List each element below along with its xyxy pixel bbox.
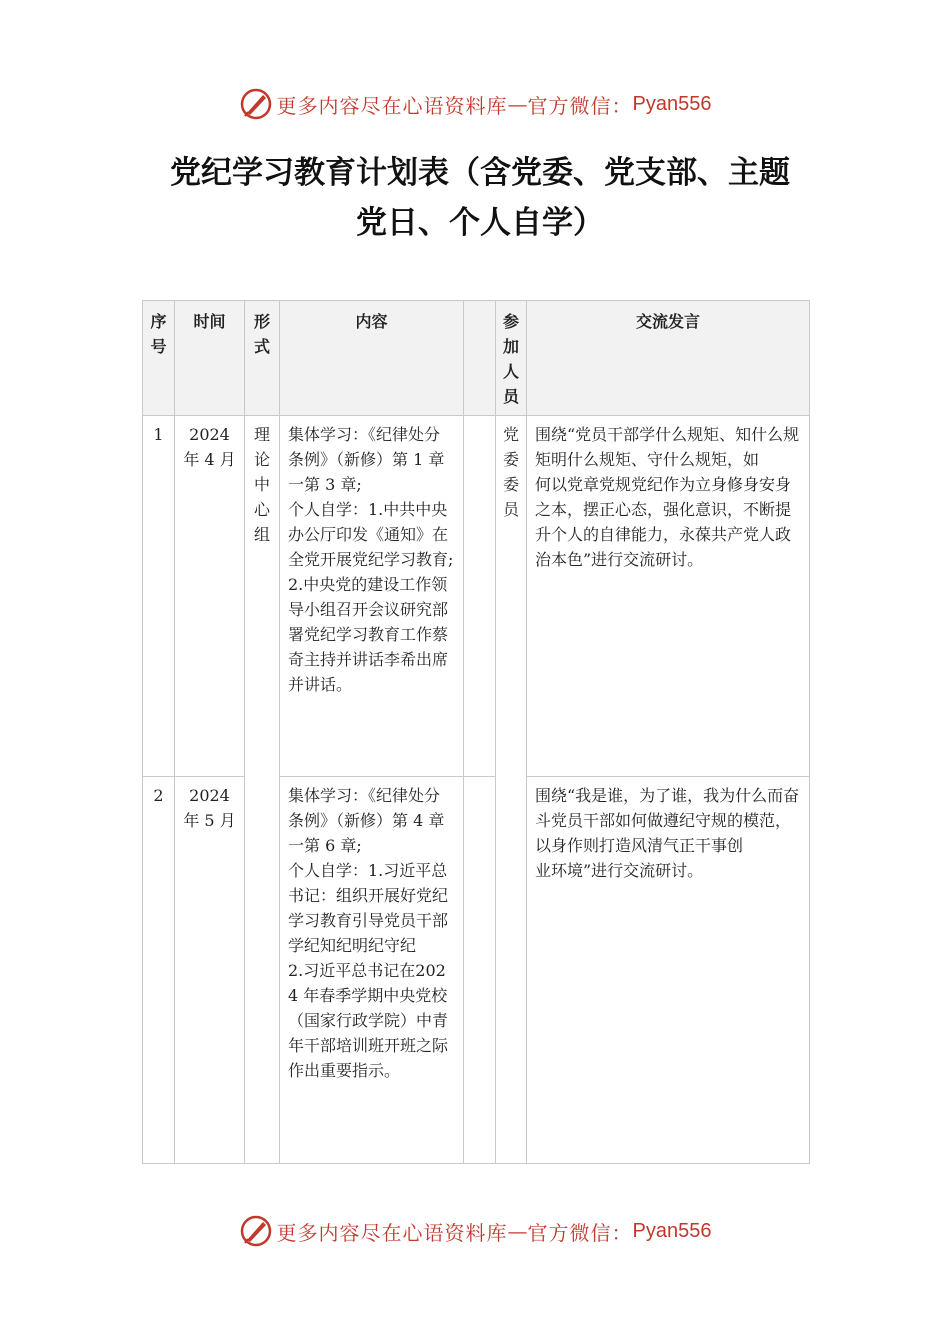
row-time: 2024 年 4 月 <box>175 416 245 777</box>
banner-wechat-id: Pyan556 <box>632 92 712 115</box>
row-speech: 围绕“党员干部学什么规矩、知什么规矩明什么规矩、守什么规矩，如 何以党章党规党纪作为立身修身安身之本，摆正心态，强化意识，不断提升个人的自律能力，永葆共产党人政治本色”进行交流研讨。 <box>527 416 810 777</box>
header-no: 序 号 <box>143 301 175 416</box>
header-content: 内容 <box>280 301 464 416</box>
row-content: 集体学习：《纪律处分条例》（新修）第 1 章一第 3 章; 个人自学：1.中共中央办公厅印发《通知》在全党开展党纪学习教育; 2.中央党的建设工作领导小组召开会议研究部署党纪学习教育工作蔡奇主持并讲话李希出席并讲话。 <box>280 416 464 777</box>
row-speech: 围绕“我是谁，为了谁，我为什么而奋斗党员干部如何做遵纪守规的模范，以身作则打造风清气正干事创 业环境”进行交流研讨。 <box>527 777 810 1164</box>
title-line-2: 党日、个人自学） <box>356 205 604 241</box>
table-header-row <box>143 301 810 416</box>
banner-wechat-label: 官方微信： <box>527 1220 633 1245</box>
header-participants: 参 加 人 员 <box>496 301 527 416</box>
table-row <box>143 416 810 777</box>
table-row <box>143 777 810 1164</box>
header-blank <box>464 301 496 416</box>
footer-banner <box>0 1211 950 1251</box>
row-blank <box>464 777 496 1164</box>
quill-logo-icon <box>239 87 273 121</box>
row-blank <box>464 416 496 777</box>
banner-dash: — <box>507 1219 528 1243</box>
banner-text: 更多内容尽在心语资料库 <box>276 93 508 118</box>
banner-wechat-label: 官方微信： <box>527 93 633 118</box>
plan-table <box>142 300 810 1164</box>
banner-text: 更多内容尽在心语资料库 <box>276 1220 508 1245</box>
row-no: 1 <box>143 416 175 777</box>
row-form: 理 论 中 心 组 <box>245 416 280 1164</box>
quill-logo-icon <box>239 1214 273 1248</box>
banner-dash: — <box>507 92 528 116</box>
banner-wechat-id: Pyan556 <box>632 1219 712 1242</box>
row-no: 2 <box>143 777 175 1164</box>
row-content: 集体学习：《纪律处分条例》（新修）第 4 章一第 6 章; 个人自学：1.习近平总书记：组织开展好党纪学习教育引导党员干部学纪知纪明纪守纪 2.习近平总书记在2024 年春季学期中央党校（国家行政学院）中青年干部培训班开班之际作出重要指示。 <box>280 777 464 1164</box>
page-title <box>150 148 810 248</box>
row-participants: 党 委 委 员 <box>496 416 527 1164</box>
header-speech: 交流发言 <box>527 301 810 416</box>
header-form: 形 式 <box>245 301 280 416</box>
row-time: 2024 年 5 月 <box>175 777 245 1164</box>
header-banner <box>0 84 950 124</box>
header-time: 时间 <box>175 301 245 416</box>
title-line-1: 党纪学习教育计划表（含党委、党支部、主题 <box>170 155 790 191</box>
